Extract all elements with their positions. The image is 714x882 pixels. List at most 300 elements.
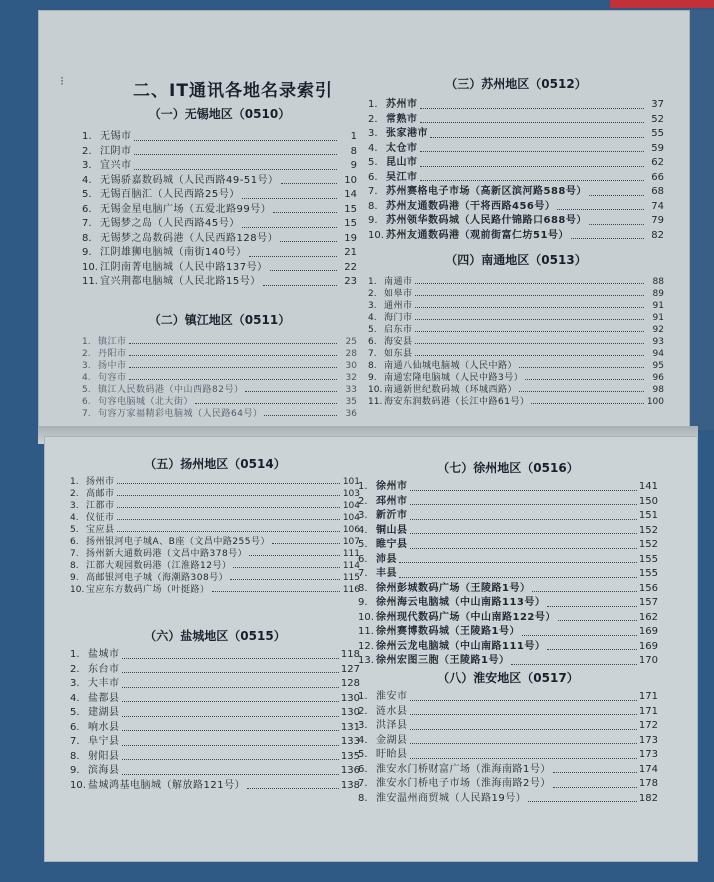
entry-list	[70, 476, 360, 596]
list-item	[70, 524, 360, 536]
entry-name: 大丰市	[88, 678, 120, 689]
entry-page-number: 35	[345, 397, 357, 407]
entry-name: 江阴市	[100, 145, 132, 157]
list-item	[82, 130, 357, 145]
entry-name: 宜兴市	[100, 160, 132, 171]
region-xuzhou	[358, 458, 658, 669]
entry-page-number: 152	[638, 524, 658, 536]
page-tab-mark: ⁝	[38, 768, 42, 782]
entry-page-number: 128	[340, 678, 360, 689]
dot-leader	[420, 108, 645, 109]
dot-leader	[242, 198, 337, 199]
region-title: （三）苏州地区（0512）	[445, 77, 587, 91]
dot-leader	[410, 758, 637, 759]
entry-number: 8.	[358, 792, 368, 804]
entry-number: 6.	[82, 203, 92, 215]
entry-number: 7.	[358, 568, 368, 579]
entry-name: 徐州宏图三胞（王陵路1号）	[376, 655, 510, 666]
list-item	[70, 648, 360, 663]
entry-page-number: 171	[638, 691, 658, 702]
list-item	[82, 384, 357, 396]
dot-leader	[420, 122, 645, 123]
dot-leader	[245, 391, 337, 392]
list-item	[358, 495, 658, 510]
entry-name: 句容市	[98, 373, 127, 383]
entry-name: 无锡市	[100, 131, 132, 142]
entry-name: 邳州市	[376, 495, 408, 507]
entry-number: 9.	[368, 373, 377, 383]
list-item	[368, 336, 664, 348]
dot-leader	[415, 295, 644, 296]
entry-page-number: 88	[652, 277, 664, 287]
entry-page-number: 173	[638, 749, 658, 760]
dot-leader	[263, 285, 337, 286]
dot-leader	[420, 166, 645, 167]
dot-leader	[415, 283, 644, 284]
list-item	[70, 663, 360, 678]
entry-name: 江阴南菁电脑城（人民中路137号）	[100, 261, 268, 273]
entry-number: 6.	[70, 721, 80, 733]
entry-page-number: 136	[340, 765, 360, 776]
list-item	[368, 113, 664, 128]
list-item	[358, 640, 658, 655]
entry-page-number: 10	[344, 174, 357, 186]
entry-name: 海安县	[384, 337, 413, 347]
entry-page-number: 103	[342, 489, 360, 499]
page-title: 二、IT通讯各地名录索引	[133, 81, 333, 101]
entry-name: 金湖县	[376, 734, 408, 746]
list-item	[358, 538, 658, 553]
entry-number: 8.	[70, 750, 80, 762]
entry-number: 8.	[368, 200, 378, 212]
entry-number: 5.	[70, 525, 79, 535]
entry-number: 10.	[70, 585, 85, 595]
entry-page-number: 169	[638, 640, 658, 652]
list-item	[82, 396, 357, 408]
dot-leader	[420, 180, 645, 181]
entry-list	[82, 130, 357, 290]
entry-page-number: 130	[340, 692, 360, 704]
entry-name: 海安东润数码港（长江中路61号）	[384, 397, 530, 407]
list-item	[82, 188, 357, 203]
entry-number: 10.	[368, 229, 384, 241]
entry-page-number: 172	[638, 720, 658, 731]
entry-page-number: 162	[638, 611, 658, 623]
dot-leader	[511, 664, 636, 665]
entry-name: 仪征市	[86, 513, 115, 523]
dot-leader	[249, 555, 340, 556]
entry-name: 扬州银河电子城A、B座（文昌中路255号）	[86, 537, 271, 547]
entry-name: 苏州友通数码港（观前街富仁坊51号）	[386, 229, 569, 241]
list-item	[368, 324, 664, 336]
entry-number: 7.	[368, 349, 377, 359]
region-title: （二）镇江地区（0511）	[148, 313, 291, 327]
entry-name: 句容万家福精彩电脑城（人民路64号）	[98, 409, 263, 419]
list-item	[70, 779, 360, 794]
entry-name: 吴江市	[386, 171, 418, 183]
entry-page-number: 32	[345, 373, 357, 383]
list-item	[70, 735, 360, 750]
entry-page-number: 74	[651, 200, 664, 212]
region-suzhou	[368, 74, 664, 243]
region-huaian	[358, 668, 658, 806]
dot-leader	[230, 579, 340, 580]
entry-number: 7.	[358, 778, 368, 789]
list-item	[70, 548, 360, 560]
entry-number: 3.	[82, 160, 92, 171]
entry-name: 扬中市	[98, 361, 127, 371]
entry-number: 3.	[358, 510, 368, 521]
dot-leader	[129, 367, 337, 368]
entry-number: 8.	[70, 561, 79, 571]
entry-number: 4.	[82, 174, 92, 186]
entry-name: 江阴雄狮电脑城（南街140号）	[100, 247, 247, 258]
entry-number: 5.	[70, 707, 80, 718]
entry-number: 2.	[70, 489, 79, 499]
entry-number: 3.	[368, 128, 378, 139]
dot-leader	[129, 379, 337, 380]
entry-number: 4.	[368, 313, 377, 323]
list-item	[82, 261, 357, 276]
dot-leader	[273, 212, 337, 213]
dot-leader	[410, 519, 637, 520]
entry-number: 1.	[358, 691, 368, 702]
entry-page-number: 173	[638, 734, 658, 746]
dot-leader	[415, 355, 644, 356]
entry-page-number: 9	[350, 160, 357, 171]
region-title: （八）淮安地区（0517）	[437, 671, 579, 685]
entry-number: 5.	[358, 749, 368, 760]
entry-number: 7.	[82, 409, 91, 419]
entry-number: 3.	[368, 301, 377, 311]
list-item	[358, 654, 658, 669]
dot-leader	[415, 319, 644, 320]
list-item	[358, 611, 658, 626]
entry-number: 7.	[70, 549, 79, 559]
region-title: （四）南通地区（0513）	[445, 253, 587, 267]
entry-name: 苏州赛格电子市场（高新区滨河路588号）	[386, 186, 587, 197]
dot-leader	[525, 379, 644, 380]
list-item	[70, 560, 360, 572]
list-item	[70, 721, 360, 736]
entry-number: 3.	[82, 361, 91, 371]
list-item	[358, 480, 658, 495]
entry-list	[358, 690, 658, 806]
entry-number: 13.	[358, 655, 374, 666]
entry-page-number: 66	[651, 171, 664, 183]
entry-name: 苏州市	[386, 99, 418, 110]
dot-leader	[557, 209, 644, 210]
dot-leader	[134, 169, 338, 170]
entry-page-number: 8	[350, 145, 357, 157]
entry-page-number: 114	[342, 561, 360, 571]
dot-leader	[122, 716, 339, 717]
list-item	[358, 690, 658, 705]
list-item	[358, 777, 658, 792]
entry-name: 宝应东方数码广场（叶挺路）	[86, 585, 210, 595]
entry-name: 无锡金星电脑广场（五爱北路99号）	[100, 203, 272, 215]
entry-number: 3.	[70, 678, 80, 689]
entry-number: 2.	[368, 113, 378, 125]
entry-name: 淮安温州商贸城（人民路19号）	[376, 792, 527, 804]
entry-number: 7.	[368, 186, 378, 197]
entry-page-number: 111	[342, 549, 360, 559]
entry-name: 徐州现代数码广场（中山南路122号）	[376, 611, 556, 623]
list-item	[368, 300, 664, 312]
list-item	[358, 567, 658, 582]
dot-leader	[415, 343, 644, 344]
dot-leader	[553, 787, 637, 788]
dot-leader	[242, 227, 337, 228]
entry-page-number: 135	[340, 750, 360, 762]
entry-number: 10.	[82, 261, 98, 273]
list-item	[70, 536, 360, 548]
entry-page-number: 101	[342, 477, 360, 487]
list-item	[358, 792, 658, 807]
entry-name: 徐州赛博数码城（王陵路1号）	[376, 626, 520, 637]
entry-name: 盐城市	[88, 649, 120, 660]
dot-leader	[589, 195, 644, 196]
list-item	[82, 408, 357, 420]
list-item	[358, 705, 658, 720]
dot-leader	[571, 238, 644, 239]
entry-name: 无锡梦之岛（人民西路45号）	[100, 218, 240, 229]
dot-leader	[117, 519, 340, 520]
list-item	[70, 692, 360, 707]
dot-leader	[117, 483, 340, 484]
entry-number: 3.	[358, 720, 368, 731]
entry-number: 2.	[82, 349, 91, 359]
dot-leader	[410, 714, 637, 715]
region-nantong	[368, 250, 664, 408]
page-tab-mark: ⁝	[60, 74, 64, 88]
entry-page-number: 55	[651, 128, 664, 139]
list-item	[368, 288, 664, 300]
entry-number: 2.	[82, 145, 92, 157]
entry-number: 4.	[358, 734, 368, 746]
entry-name: 盐城鸿基电脑城（解放路121号）	[88, 779, 246, 791]
entry-page-number: 36	[345, 409, 357, 419]
entry-number: 1.	[70, 649, 80, 660]
list-item	[70, 750, 360, 765]
entry-page-number: 155	[638, 568, 658, 579]
entry-name: 昆山市	[386, 157, 418, 168]
entry-name: 如东县	[384, 349, 413, 359]
entry-name: 新沂市	[376, 510, 408, 521]
entry-page-number: 23	[344, 276, 357, 287]
entry-name: 盱眙县	[376, 749, 408, 760]
region-wuxi	[82, 104, 357, 290]
region-title: （一）无锡地区（0510）	[148, 107, 291, 121]
entry-page-number: 28	[345, 349, 357, 359]
entry-page-number: 155	[638, 553, 658, 565]
list-item	[82, 360, 357, 372]
entry-number: 4.	[82, 373, 91, 383]
dot-leader	[122, 745, 339, 746]
book-cover-edge	[610, 0, 714, 8]
dot-leader	[399, 562, 637, 563]
entry-name: 建湖县	[88, 707, 120, 718]
entry-name: 淮安水门桥财富广场（淮海南路1号）	[376, 763, 551, 775]
entry-page-number: 127	[340, 663, 360, 675]
dot-leader	[410, 743, 637, 744]
entry-number: 4.	[368, 142, 378, 154]
entry-number: 1.	[70, 477, 79, 487]
entry-name: 淮安市	[376, 691, 408, 702]
list-item	[82, 232, 357, 247]
dot-leader	[547, 649, 637, 650]
list-item	[358, 625, 658, 640]
dot-leader	[134, 140, 338, 141]
entry-page-number: 30	[345, 361, 357, 371]
list-item	[368, 348, 664, 360]
entry-name: 扬州新大通数码港（文昌中路378号）	[86, 549, 248, 559]
entry-name: 海门市	[384, 313, 413, 323]
entry-number: 2.	[70, 663, 80, 675]
region-zhenjiang	[82, 310, 357, 420]
entry-number: 5.	[82, 189, 92, 200]
list-item	[70, 572, 360, 584]
entry-name: 高邮银河电子城（海潮路308号）	[86, 573, 229, 583]
dot-leader	[117, 507, 340, 508]
dot-leader	[264, 415, 337, 416]
entry-number: 1.	[368, 99, 378, 110]
list-item	[70, 764, 360, 779]
entry-page-number: 93	[652, 337, 664, 347]
list-item	[368, 156, 664, 171]
dot-leader	[430, 137, 644, 138]
entry-number: 6.	[82, 397, 91, 407]
dot-leader	[212, 591, 340, 592]
entry-number: 9.	[368, 215, 378, 226]
dot-leader	[122, 658, 339, 659]
entry-name: 涟水县	[376, 705, 408, 717]
entry-number: 10.	[368, 385, 383, 395]
entry-number: 4.	[70, 692, 80, 704]
entry-page-number: 95	[652, 361, 664, 371]
entry-name: 睢宁县	[376, 539, 408, 550]
entry-page-number: 94	[652, 349, 664, 359]
entry-page-number: 79	[651, 215, 664, 226]
entry-name: 江都市	[86, 501, 115, 511]
dot-leader	[272, 543, 340, 544]
list-item	[70, 584, 360, 596]
entry-page-number: 131	[340, 721, 360, 733]
entry-list	[358, 480, 658, 669]
entry-page-number: 15	[344, 203, 357, 215]
list-item	[368, 142, 664, 157]
entry-name: 阜宁县	[88, 736, 120, 747]
list-item	[368, 98, 664, 113]
list-item	[82, 159, 357, 174]
entry-number: 12.	[358, 640, 374, 652]
dot-leader	[415, 331, 644, 332]
list-item	[358, 524, 658, 539]
entry-number: 11.	[368, 397, 383, 407]
entry-page-number: 141	[638, 481, 658, 492]
entry-name: 徐州海云电脑城（中山南路113号）	[376, 597, 546, 608]
entry-page-number: 133	[340, 736, 360, 747]
list-item	[82, 203, 357, 218]
entry-page-number: 170	[638, 655, 658, 666]
list-item	[368, 171, 664, 186]
entry-name: 沛县	[376, 553, 397, 565]
entry-number: 10.	[70, 779, 86, 791]
entry-name: 射阳县	[88, 750, 120, 762]
entry-number: 6.	[358, 763, 368, 775]
entry-page-number: 14	[344, 189, 357, 200]
list-item	[70, 500, 360, 512]
entry-name: 徐州彭城数码广场（王陵路1号）	[376, 582, 531, 594]
entry-number: 9.	[82, 247, 92, 258]
entry-number: 1.	[82, 131, 92, 142]
entry-page-number: 91	[652, 313, 664, 323]
region-title: （七）徐州地区（0516）	[437, 461, 579, 475]
dot-leader	[122, 730, 339, 731]
entry-number: 1.	[82, 337, 91, 347]
dot-leader	[532, 591, 636, 592]
list-item	[82, 275, 357, 290]
dot-leader	[270, 270, 337, 271]
entry-number: 8.	[82, 232, 92, 244]
entry-name: 镇江市	[98, 337, 127, 347]
dot-leader	[281, 183, 337, 184]
entry-number: 5.	[358, 539, 368, 550]
entry-list	[368, 98, 664, 243]
entry-number: 9.	[70, 765, 80, 776]
entry-page-number: 68	[651, 186, 664, 197]
dot-leader	[410, 700, 637, 701]
entry-number: 9.	[70, 573, 79, 583]
entry-page-number: 21	[344, 247, 357, 258]
dot-leader	[420, 151, 645, 152]
dot-leader	[519, 391, 644, 392]
entry-name: 南通市	[384, 277, 413, 287]
region-yancheng	[70, 626, 360, 793]
dot-leader	[117, 495, 340, 496]
region-yangzhou	[70, 454, 360, 596]
list-item	[82, 348, 357, 360]
list-item	[368, 214, 664, 229]
entry-number: 5.	[82, 385, 91, 395]
list-item	[70, 677, 360, 692]
dot-leader	[410, 504, 637, 505]
entry-name: 无锡骄嘉数码城（人民西路49-51号）	[100, 174, 279, 186]
entry-page-number: 52	[651, 113, 664, 125]
dot-leader	[553, 772, 637, 773]
list-item	[368, 396, 664, 408]
region-title: （五）扬州地区（0514）	[144, 457, 286, 471]
entry-list	[70, 648, 360, 793]
dot-leader	[247, 788, 339, 789]
dot-leader	[519, 367, 644, 368]
entry-page-number: 104	[342, 501, 360, 511]
dot-leader	[122, 759, 339, 760]
entry-page-number: 82	[651, 229, 664, 241]
entry-name: 苏州领华数码城（人民路什锦路口688号）	[386, 215, 587, 226]
list-item	[358, 734, 658, 749]
list-item	[368, 200, 664, 215]
entry-page-number: 15	[344, 218, 357, 229]
entry-number: 2.	[358, 495, 368, 507]
dot-leader	[280, 241, 337, 242]
entry-number: 6.	[358, 553, 368, 565]
entry-page-number: 178	[638, 778, 658, 789]
dot-leader	[531, 403, 644, 404]
entry-number: 1.	[358, 481, 368, 492]
dot-leader	[410, 533, 637, 534]
list-item	[368, 185, 664, 200]
